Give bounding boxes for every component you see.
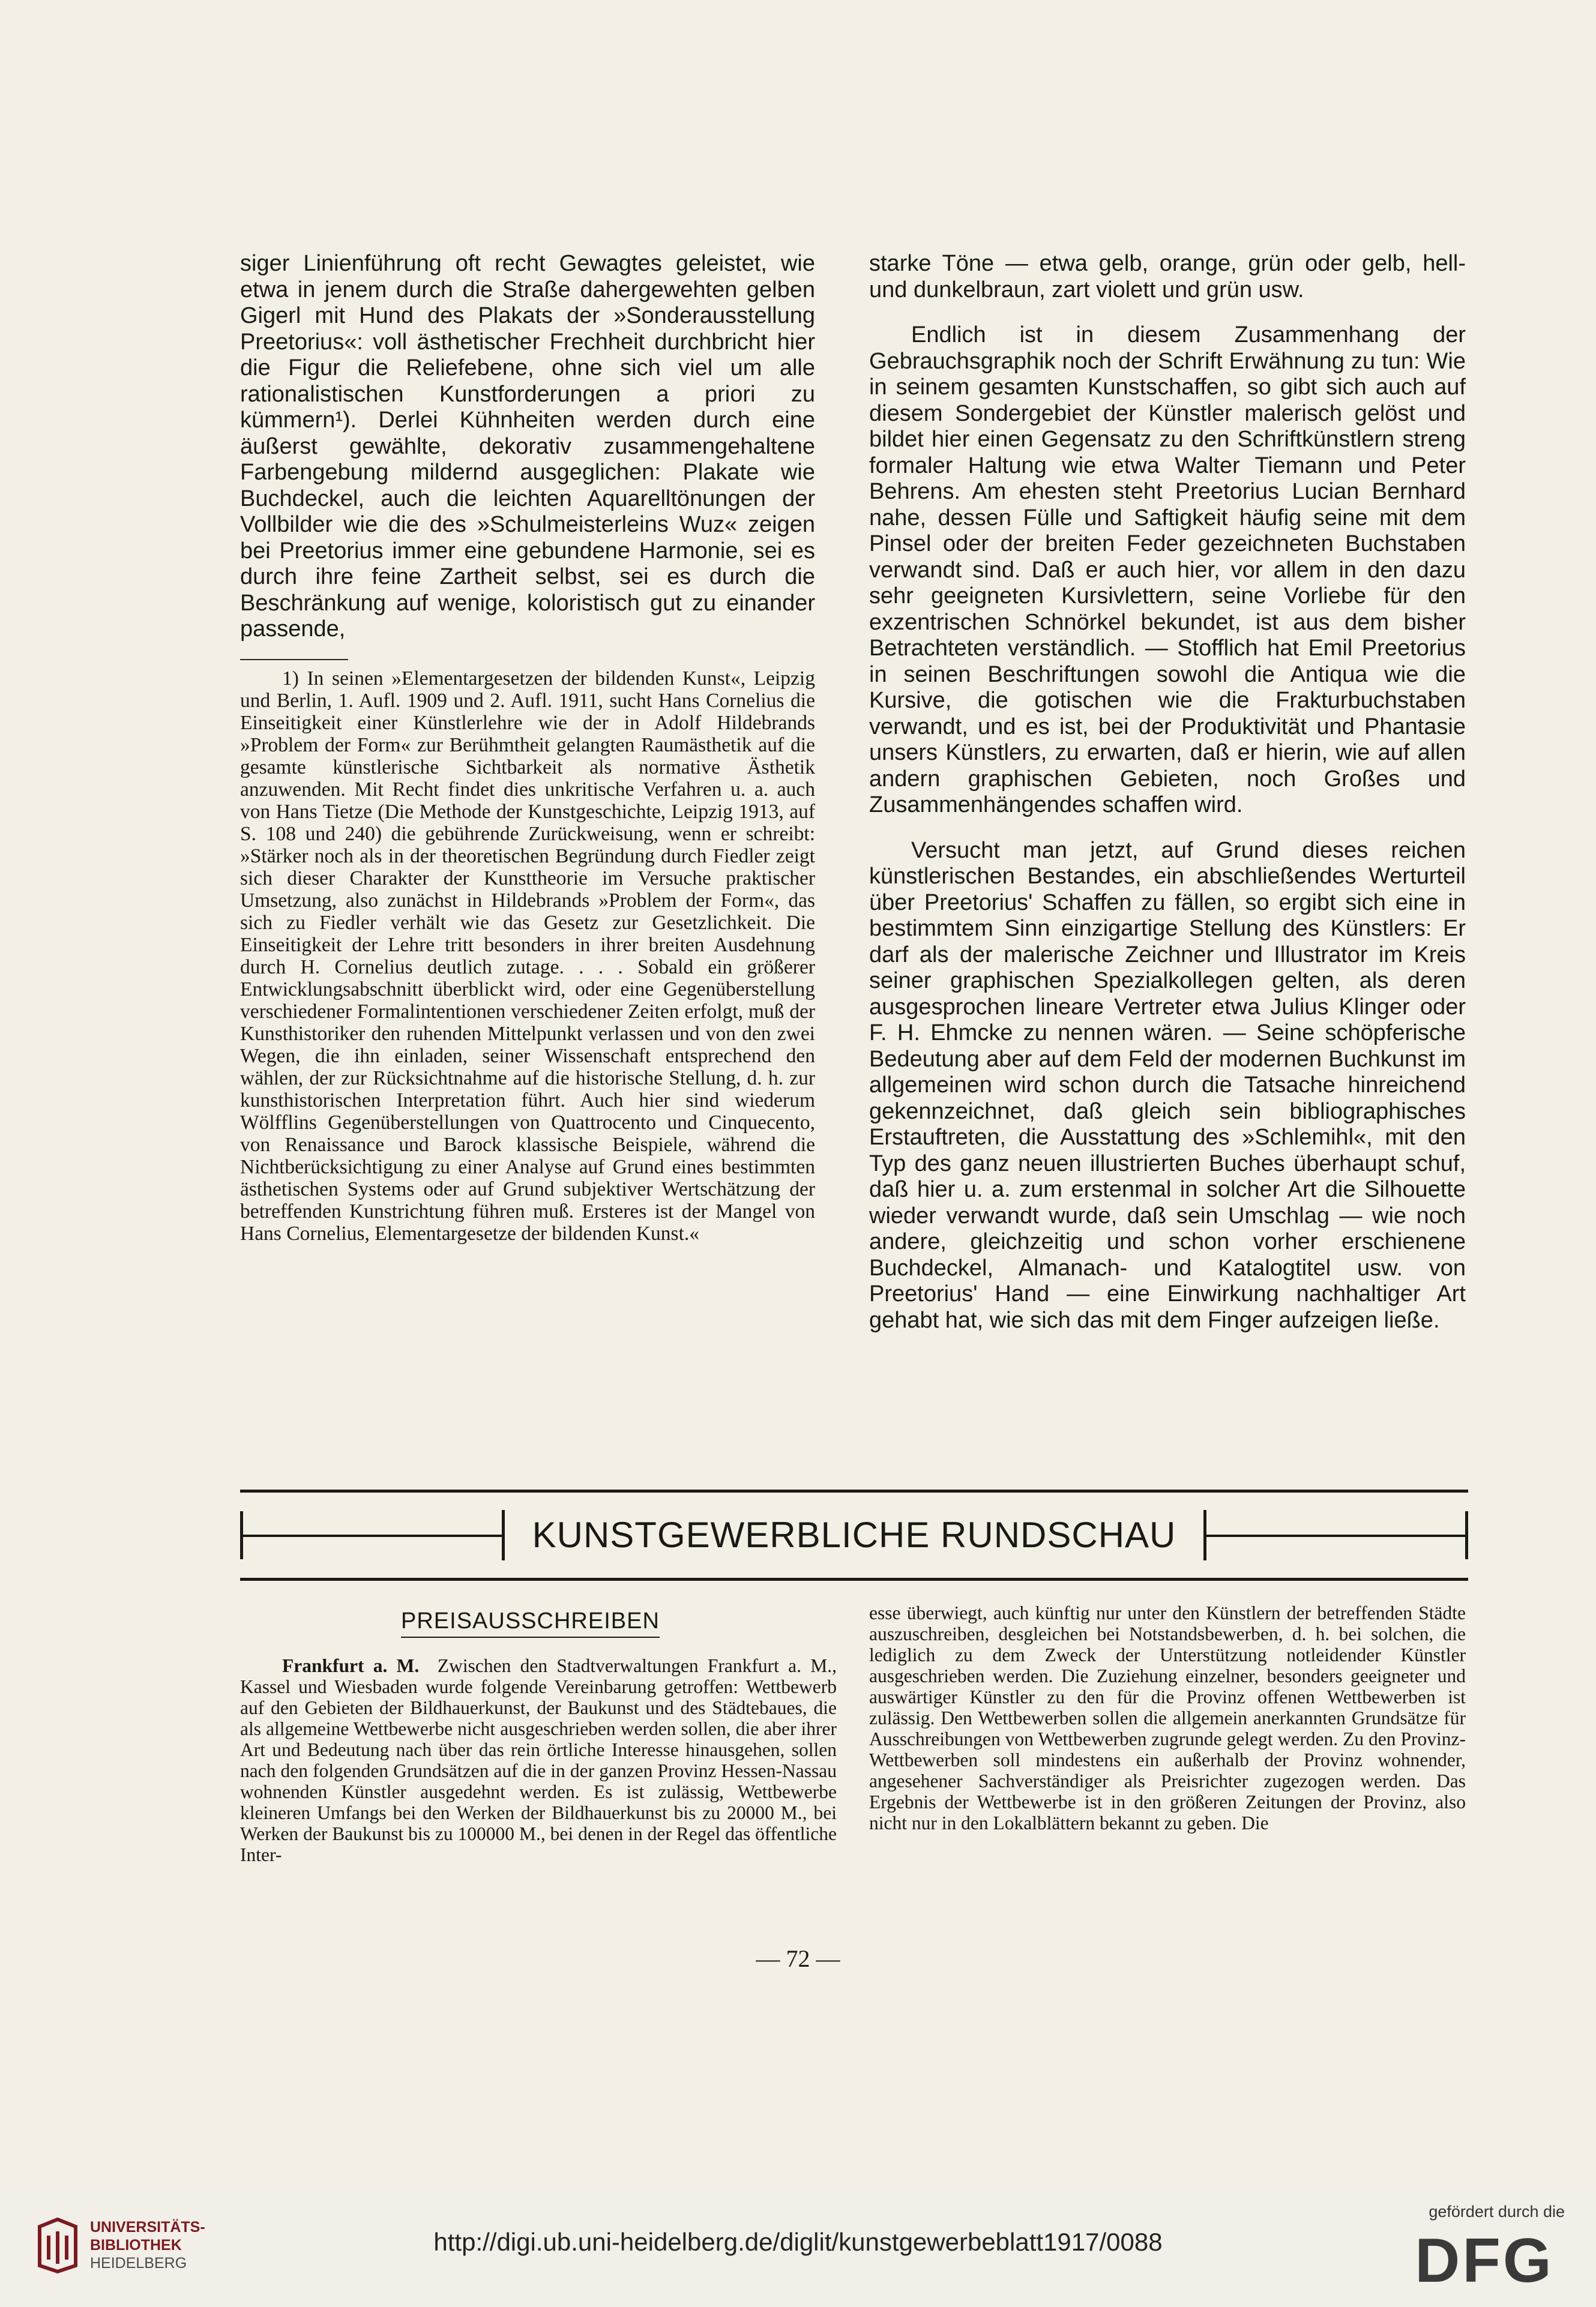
subheading: PREISAUSSCHREIBEN (401, 1608, 660, 1638)
dfg-logo-icon (1404, 2230, 1565, 2290)
right-bottom-column (869, 1602, 1466, 1920)
footnote-rule (240, 659, 348, 660)
page-number: — 72 — (756, 1945, 840, 1972)
footnote-text: 1) In seinen »Elementargesetzen der bildenden Kunst«, Leipzig und Berlin, 1. Aufl. 1909 und 2. Aufl. 1911, sucht Hans Cornelius die Einseitigkeit einer Künstlerlehre wie der in Adolf Hildebrands »Problem der Form« zur Berühmtheit gelangten Raumästhetik auf die gesamte künstlerische Sichtbarkeit als normative Ästhetik anzuwenden. Mit Recht findet dies unkritische Verfahren u. a. auch von Hans Tietze (Die Methode der Kunstgeschichte, Leipzig 1913, auf S. 108 und 240) die gebührende Zurückweisung, wenn er schreibt: »Stärker noch als in der theoretischen Begründung durch Fiedler zeigt sich dieser Charakter der Kunsttheorie im Versuche praktischer Umsetzung, also zunächst in Hildebrands »Problem der Form«, das sich zu Fiedler verhält wie das Gesetz zur Gesetzlichkeit. Die Einseitigkeit der Lehre tritt besonders in ihrer breiten Ausdehnung durch H. Cornelius deutlich zutage. . . . Sobald ein größerer Entwicklungsabschnitt überblickt wird, oder eine Gegenüberstellung verschiedener Formalintentionen verschiedener Zeiten erfolgt, muß der Kunsthistoriker den ruhenden Mittelpunkt verlassen und von den zwei Wegen, die ihn einladen, seiner Wissenschaft entsprechend den wählen, der zur Rücksichtnahme auf die historische Stellung, d. h. zur kunsthistorischen Interpretation führt. Auch hier sind wiederum Wölfflins Gegenüberstellungen von Quattrocento und Cinquecento, von Renaissance und Barock klassische Beispiele, während die Nichtberücksichtigung zu einer Analyse auf Grund eines bestimmten ästhetischen Systems oder auf Grund subjektiver Wertschätzung der betreffenden Kunstrichtung führen muß. Ersteres ist der Mangel von Hans Cornelius, Elementargesetze der bildenden Kunst.« (240, 667, 815, 1245)
left-bottom-column (240, 1655, 837, 1919)
viewer-footer (0, 2185, 1596, 2307)
permalink-url[interactable]: http://digi.ub.uni-heidelberg.de/diglit/kunstgewerbeblatt1917/0088 (433, 2228, 1163, 2256)
band-rule-bottom (240, 1578, 1468, 1581)
paragraph: Versucht man jetzt, auf Grund dieses reichen künstlerischen Bestandes, ein abschließendes Werturteil über Preetorius' Schaffen zu fällen, so ergibt sich eine in bestimmtem Sinn einzigartige Stellung des Künstlers: Er darf als der malerische Zeichner und Illustrator im Kreis seiner graphischen Spezialkollegen gelten, als deren ausgesprochen lineare Vertreter etwa Julius Klinger oder F. H. Ehmcke zu nennen wären. — Seine schöpferische Bedeutung aber auf dem Feld der modernen Buchkunst im allgemeinen wird schon durch die Tatsache hinreichend gekennzeichnet, daß gleich sein bibliographisches Erstauftreten, die Ausstattung des »Schlemihl«, mit den Typ des ganz neuen illustrierten Buches überhaupt schuf, daß hier u. a. zum erstenmal in solcher Art die Silhouette wieder verwandt wurde, daß sein Umschlag — wie noch andere, gleichzeitig und schon vorher erschienene Buchdeckel, Almanach- und Katalogtitel usw. von Preetorius' Hand — eine Einwirkung nachhaltiger Art gehabt hat, wie sich das mit dem Finger aufzeigen ließe. (869, 837, 1466, 1333)
entry-text: Zwischen den Stadtverwaltungen Frankfurt a. M., Kassel und Wiesbaden wurde folgende Vereinbarung getroffen: Wettbewerb auf den Gebieten der Bildhauerkunst, der Baukunst und des Städtebaues, die als allgemeine Wettbewerbe nicht ausgeschrieben werden sollen, die aber ihrer Art und Bedeutung nach über das rein örtliche Interesse hinausgehen, sollen nach den folgenden Grundsätzen auf die in der ganzen Provinz Hessen-Nassau wohnenden Künstler ausgedehnt werden. Es ist zulässig, Wettbewerbe kleineren Umfangs bei den Werken der Bildhauerkunst bis zu 20000 M., bei Werken der Baukunst bis zu 100000 M., bei denen in der Regel das öffentliche Inter- (240, 1655, 837, 1865)
left-top-column (240, 251, 815, 647)
band-ornament-right (1206, 1511, 1468, 1559)
paragraph: Endlich ist in diesem Zusammenhang der Gebrauchsgraphik noch der Schrift Erwähnung zu tun: Wie in seinem gesamten Kunstschaffen, so gibt sich auch auf diesem Sondergebiet der Künstler malerisch gelöst und bildet hier einen Gegensatz zu den Schriftkünstlern streng formaler Haltung wie etwa Walter Tiemann und Peter Behrens. Am ehesten steht Preetorius Lucian Bernhard nahe, dessen Fülle und Saftigkeit häufig seine mit dem Pinsel oder der breiten Feder gezeichneten Buchstaben verwandt sind. Daß er auch hier, vor allem in den dazu sehr geeigneten Kursivlettern, seine Vorliebe für den exzentrischen Schnörkel bekundet, ist aus dem bisher Betrachteten verständlich. — Stofflich hat Emil Preetorius in seinen Beschriftungen sowohl die Antiqua wie die Kursive, die gotischen wie die Frakturbuchstaben verwandt, und es ist, bei der Produktivität und Phantasie unsers Künstlers, zu erwarten, daß er hierin, wie auf allen andern graphischen Gebieten, noch Großes und Zusammenhängendes schaffen wird. (869, 322, 1466, 817)
paragraph: starke Töne — etwa gelb, orange, grün oder gelb, hell- und dunkelbraun, zart violett und grün usw. (869, 251, 1466, 302)
band-rule-top (240, 1490, 1468, 1493)
band-ornament-left (240, 1511, 502, 1559)
svg-text:DFG: DFG (1415, 2230, 1554, 2290)
section-title: KUNSTGEWERBLICHE RUNDSCHAU (502, 1510, 1207, 1560)
section-header-band (240, 1490, 1468, 1581)
paragraph: siger Linienführung oft recht Gewagtes geleistet, wie etwa in jenem durch die Straße dahergewehten gelben Gigerl mit Hund des Plakats der »Sonderausstellung Preetorius«: voll ästhetischer Frechheit durchbricht hier die Figur die Reliefebene, ohne sich viel um alle rationalistischen Kunstforderungen a priori zu kümmern¹). Derlei Kühnheiten werden durch eine äußerst gewählte, dekorativ zusammengehaltene Farbengebung mildernd ausgeglichen: Plakate wie Buchdeckel, auch die leichten Aquarelltönungen der Vollbilder wie die des »Schulmeisterleins Wuz« zeigen bei Preetorius immer eine gebundene Harmonie, sei es durch ihre feine Zartheit selbst, sei es durch die Beschränkung auf wenige, koloristisch gut zu einander passende, (240, 251, 815, 642)
right-top-column (869, 251, 1466, 1469)
entry-text-continued: esse überwiegt, auch künftig nur unter den Künstlern der betreffenden Städte auszuschreiben, desgleichen bei Notstandsbewerben, d. h. bei solchen, die lediglich zu dem Zweck der Unterstützung notleidender Künstler ausgeschrieben werden. Die Zuziehung einzelner, besonders geeigneter und auswärtiger Künstler zu den für die Provinz offenen Wettbewerben ist zulässig. Den Wettbewerben sollen die allgemein anerkannten Grundsätze für Ausschreibungen von Wettbewerben zugrunde gelegt werden. Zu den Provinz-Wettbewerben soll mindestens ein außerhalb der Provinz wohnender, angesehener Sachverständiger als Preisrichter zugezogen werden. Das Ergebnis der Wettbewerbe ist in den größeren Zeitungen der Provinz, also nicht nur in den Lokalblättern bekannt zu geben. Die (869, 1602, 1466, 1833)
entry-lead: Frankfurt a. M. (282, 1655, 420, 1676)
footnote (240, 667, 815, 1472)
library-name: UNIVERSITÄTS- BIBLIOTHEK HEIDELBERG (90, 2219, 205, 2272)
funding-note: gefördert durch die (1429, 2203, 1565, 2221)
